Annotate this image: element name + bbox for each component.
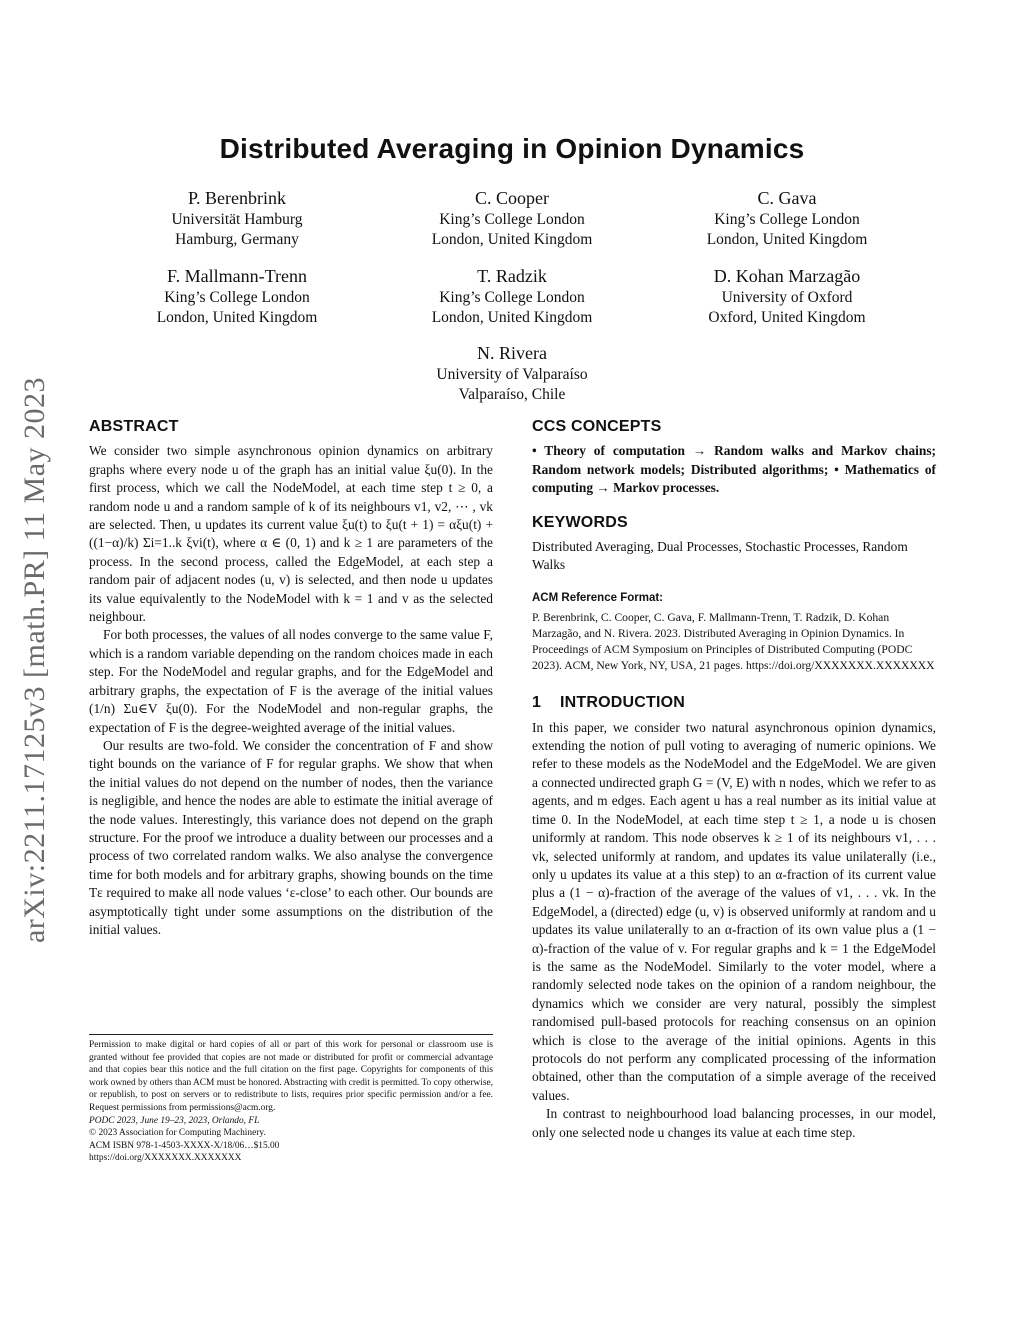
author-block — [382, 341, 642, 405]
author-affiliation: King’s College London — [164, 289, 310, 306]
venue-line: PODC 2023, June 19–23, 2023, Orlando, FL — [89, 1115, 260, 1126]
author-name: T. Radzik — [477, 266, 547, 286]
author-affiliation: King’s College London — [439, 211, 585, 228]
isbn-line: ACM ISBN 978-1-4503-XXXX-X/18/06…$15.00 — [89, 1140, 280, 1151]
section-number: 1 — [532, 694, 542, 712]
abstract-heading: ABSTRACT — [89, 418, 179, 435]
keywords-heading: KEYWORDS — [532, 513, 628, 531]
ccs-text: • Theory of computation → Random walks and Markov chains; Random network models; Distributed algorithms; • Mathematics of computing → Markov processes. — [532, 443, 936, 496]
keywords-text: Distributed Averaging, Dual Processes, Stochastic Processes, Random Walks — [532, 539, 908, 573]
author-affiliation: King’s College London — [714, 211, 860, 228]
copyright-block — [89, 1034, 493, 1165]
author-affiliation: University of Oxford — [721, 289, 853, 306]
author-affiliation: Universität Hamburg — [171, 211, 303, 228]
author-block — [107, 186, 367, 250]
author-name: F. Mallmann-Trenn — [167, 266, 307, 286]
arxiv-identifier: arXiv:2211.17125v3 [math.PR] 11 May 2023 — [18, 376, 51, 944]
author-location: Oxford, United Kingdom — [708, 309, 866, 326]
reference-format-text: P. Berenbrink, C. Cooper, C. Gava, F. Mallmann-Trenn, T. Radzik, D. Kohan Marzagão, and N. Rivera. 2023. Distributed Averaging in Opinion Dynamics. In Proceedings of ACM Symposium on Principles of Distributed Computing (PODC 2023). ACM, New York, NY, USA, 21 pages. https://doi.org/XXXXXXX.XXXXXXX — [532, 611, 935, 673]
section-title: INTRODUCTION — [560, 694, 686, 712]
reference-format-heading: ACM Reference Format: — [532, 591, 663, 604]
author-location: Valparaíso, Chile — [458, 386, 566, 403]
right-column — [532, 418, 936, 1142]
permission-notice: Permission to make digital or hard copies of all or part of this work for personal or classroom use is granted without fee provided that copies are not made or distributed for profit or commercial advantage and that copies bear this notice and the full citation on the first page. Copyrights for components of this work owned by others than ACM must be honored. Abstracting with credit is permitted. To copy otherwise, or republish, to post on servers or to redistribute to lists, requires prior specific permission and/or a fee. Request permissions from permissions@acm.org. — [89, 1040, 493, 1113]
author-name: P. Berenbrink — [188, 188, 286, 208]
author-location: London, United Kingdom — [431, 231, 593, 248]
introduction-paragraph: In contrast to neighbourhood load balancing processes, in our model, only one selected node u changes its value at each time step. — [532, 1106, 936, 1140]
author-name: D. Kohan Marzagão — [713, 266, 861, 286]
author-name: C. Cooper — [475, 188, 549, 208]
doi-link[interactable]: https://doi.org/XXXXXXX.XXXXXXX — [89, 1153, 242, 1164]
left-column — [89, 418, 493, 939]
paper-title: Distributed Averaging in Opinion Dynamics — [219, 133, 805, 164]
introduction-heading — [532, 694, 936, 712]
author-location: London, United Kingdom — [706, 231, 868, 248]
author-block — [382, 264, 642, 328]
author-location: London, United Kingdom — [431, 309, 593, 326]
author-location: Hamburg, Germany — [175, 231, 299, 248]
author-block — [382, 186, 642, 250]
author-name: C. Gava — [757, 188, 817, 208]
author-name: N. Rivera — [477, 343, 547, 363]
introduction-paragraph: In this paper, we consider two natural asynchronous opinion dynamics, extending the notion of pull voting to averaging of numeric opinions. We refer to these models as the NodeModel and the EdgeModel. We are given a connected undirected graph G = (V, E) with n nodes, which we refer to as agents, and m edges. Each agent u has a real number as its initial value at time 0. In the NodeModel, at each time step t ≥ 1, a node u is chosen uniformly at random. This node observes k ≥ 1 of its neighbours v1, . . . vk, selected uniformly at random, and updates its value unilaterally (i.e., only u updates its value at a this step) to an α-fraction of its current value plus a (1 − α)-fraction of the average of the values of v1, . . . vk. In the EdgeModel, a (directed) edge (u, v) is observed uniformly at random and u updates its value unilaterally to an α-fraction of its own value plus a (1 − α)-fraction of the value of v. For regular graphs and k = 1 the EdgeModel is the same as the NodeModel. Similarly to the voter model, where a randomly selected node takes on the opinion of a random neighbour, the dynamics which we consider are very natural, possibly the simplest randomised pull-based protocols for reaching consensus on an opinion which is close to the average of the initial opinions. Agents in this protocols do not perform any complicated processing of the information obtained, other than the computation of a simple average of the received values. — [532, 719, 936, 1103]
author-block — [657, 186, 917, 250]
author-affiliation: King’s College London — [439, 289, 585, 306]
abstract-paragraph: For both processes, the values of all nodes converge to the same value F, which is a random variable depending on the random choices made in each step. For the NodeModel and regular graphs, and for the EdgeModel and arbitrary graphs, the expectation of F is the average of the initial values (1/n) Σu∈V ξu(0). For the NodeModel and non-regular graphs, the expectation of F is the degree-weighted average of the initial values. — [89, 627, 493, 735]
author-affiliation: University of Valparaíso — [436, 366, 588, 383]
ccs-heading: CCS CONCEPTS — [532, 418, 662, 435]
abstract-paragraph: We consider two simple asynchronous opinion dynamics on arbitrary graphs where every node u of the graph has an initial value ξu(0). In the first process, which we call the NodeModel, at each time step t ≥ 0, a random node u and a random sample of k of its neighbours v1, v2, ⋯ , vk are selected. Then, u updates its current value ξu(t) to ξu(t + 1) = αξu(t) + ((1−α)/k) Σi=1..k ξvi(t), where α ∈ (0, 1) and k ≥ 1 are parameters of the process. In the second process, called the EdgeModel, at each step a random pair of adjacent nodes (u, v) is selected, and then node u updates its value equivalently to the NodeModel with k = 1 and v as the selected neighbour. — [89, 443, 493, 625]
author-block — [657, 264, 917, 328]
abstract-paragraph: Our results are two-fold. We consider the concentration of F and show tight bounds on the variance of F for regular graphs. We show that when the initial values do not depend on the number of nodes, then the variance is negligible, and hence the nodes are able to estimate the initial average of the node values. Interestingly, this variance does not depend on the graph structure. For the proof we introduce a duality between our processes and a process of two correlated random walks. We also analyse the convergence time for both models and for arbitrary graphs, showing bounds on the time Tε required to make all node values ‘ε-close’ to each other. Our bounds are asymptotically tight under some assumptions on the distribution of the initial values. — [89, 737, 493, 937]
copyright-line: © 2023 Association for Computing Machinery. — [89, 1128, 266, 1139]
author-block — [107, 264, 367, 328]
author-location: London, United Kingdom — [156, 309, 318, 326]
